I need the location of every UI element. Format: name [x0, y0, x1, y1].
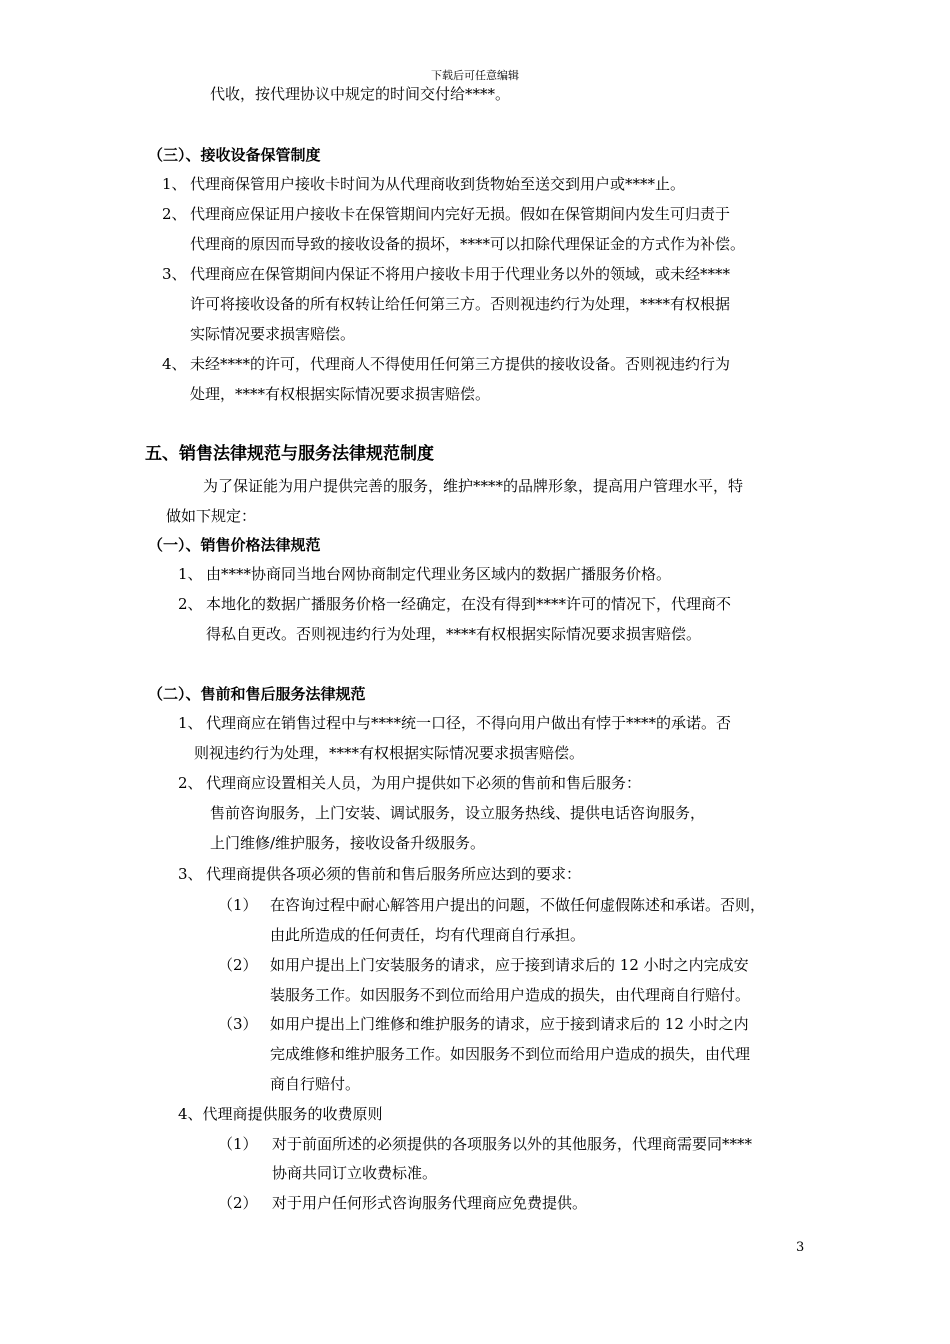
sub2-item3-sub1-num: （1）: [218, 896, 258, 914]
sub1-item2-line1: 本地化的数据广播服务价格一经确定，在没有得到****许可的情况下，代理商不: [206, 595, 732, 613]
sub1-title: （一）、销售价格法律规范: [148, 536, 321, 554]
sub2-item2-line: 代理商应设置相关人员，为用户提供如下必须的售前和售后服务：: [206, 774, 642, 792]
sub2-item4-sub1-num: （1）: [218, 1135, 258, 1153]
sub2-item2-sub-line1: 售前咨询服务，上门安装、调试服务，设立服务热线、提供电话咨询服务，: [210, 804, 706, 822]
sub2-item4-sub1-line2: 协商共同订立收费标准。: [272, 1164, 438, 1182]
chapter5-intro-line2: 做如下规定：: [166, 507, 257, 525]
s3-item3-line2: 许可将接收设备的所有权转让给任何第三方。否则视违约行为处理，****有权根据: [190, 295, 731, 313]
sub1-item1-line1: 由****协商同当地台网协商制定代理业务区域内的数据广播服务价格。: [206, 565, 672, 583]
sub2-title: （二）、售前和售后服务法律规范: [148, 685, 366, 703]
sub2-item4-sub2-num: （2）: [218, 1194, 258, 1212]
sub2-item4-sub2-line1: 对于用户任何形式咨询服务代理商应免费提供。: [272, 1194, 588, 1212]
section3-title: （三）、接收设备保管制度: [148, 146, 321, 164]
sub2-item3-sub3-num: （3）: [218, 1015, 258, 1033]
page-number: 3: [796, 1240, 805, 1255]
s3-item2-line2: 代理商的原因而导致的接收设备的损坏，****可以扣除代理保证金的方式作为补偿。: [190, 235, 746, 253]
chapter5-title: 五、销售法律规范与服务法律规范制度: [145, 444, 434, 464]
sub2-item1-line1: 代理商应在销售过程中与****统一口径，不得向用户做出有悖于****的承诺。否: [206, 714, 732, 732]
s3-item3-line3: 实际情况要求损害赔偿。: [190, 325, 356, 343]
sub2-item3-sub2-line1: 如用户提出上门安装服务的请求，应于接到请求后的 12 小时之内完成安: [270, 956, 749, 974]
chapter5-intro-line1: 为了保证能为用户提供完善的服务，维护****的品牌形象，提高用户管理水平，特: [203, 477, 744, 495]
s3-item2-num: 2、: [162, 205, 187, 223]
lead-line: 代收，按代理协议中规定的时间交付给****。: [210, 85, 511, 103]
s3-item4-line2: 处理，****有权根据实际情况要求损害赔偿。: [190, 385, 491, 403]
sub2-item3-sub1-line2: 由此所造成的任何责任，均有代理商自行承担。: [270, 926, 586, 944]
s3-item2-line1: 代理商应保证用户接收卡在保管期间内完好无损。假如在保管期间内发生可归责于: [190, 205, 731, 223]
sub2-item3-line: 代理商提供各项必须的售前和售后服务所应达到的要求：: [206, 865, 582, 883]
sub1-item2-num: 2、: [178, 595, 203, 613]
sub2-item3-sub1-line1: 在咨询过程中耐心解答用户提出的问题，不做任何虚假陈述和承诺。否则，: [270, 896, 766, 914]
s3-item4-num: 4、: [162, 355, 187, 373]
sub2-item3-sub3-line2: 完成维修和维护服务工作。如因服务不到位而给用户造成的损失，由代理: [270, 1045, 751, 1063]
sub1-item1-num: 1、: [178, 565, 203, 583]
sub2-item2-sub-line2: 上门维修/维护服务，接收设备升级服务。: [210, 834, 486, 852]
sub2-item2-num: 2、: [178, 774, 203, 792]
s3-item1-line1: 代理商保管用户接收卡时间为从代理商收到货物始至送交到用户或****止。: [190, 175, 686, 193]
sub2-item1-num: 1、: [178, 714, 203, 732]
s3-item3-line1: 代理商应在保管期间内保证不将用户接收卡用于代理业务以外的领域，或未经****: [190, 265, 731, 283]
s3-item1-num: 1、: [162, 175, 187, 193]
sub2-item3-sub2-line2: 装服务工作。如因服务不到位而给用户造成的损失，由代理商自行赔付。: [270, 986, 751, 1004]
sub2-item4-line: 4、代理商提供服务的收费原则: [178, 1105, 383, 1123]
s3-item3-num: 3、: [162, 265, 187, 283]
sub2-item3-sub3-line1: 如用户提出上门维修和维护服务的请求，应于接到请求后的 12 小时之内: [270, 1015, 749, 1033]
s3-item4-line1: 未经****的许可，代理商人不得使用任何第三方提供的接收设备。否则视违约行为: [190, 355, 731, 373]
sub2-item1-line2: 则视违约行为处理，****有权根据实际情况要求损害赔偿。: [194, 744, 585, 762]
sub2-item3-num: 3、: [178, 865, 203, 883]
sub2-item3-sub2-num: （2）: [218, 956, 258, 974]
page-header: 下载后可任意编辑: [431, 69, 519, 82]
sub1-item2-line2: 得私自更改。否则视违约行为处理，****有权根据实际情况要求损害赔偿。: [206, 625, 702, 643]
sub2-item3-sub3-line3: 商自行赔付。: [270, 1075, 361, 1093]
sub2-item4-sub1-line1: 对于前面所述的必须提供的各项服务以外的其他服务，代理商需要同****: [272, 1135, 753, 1153]
